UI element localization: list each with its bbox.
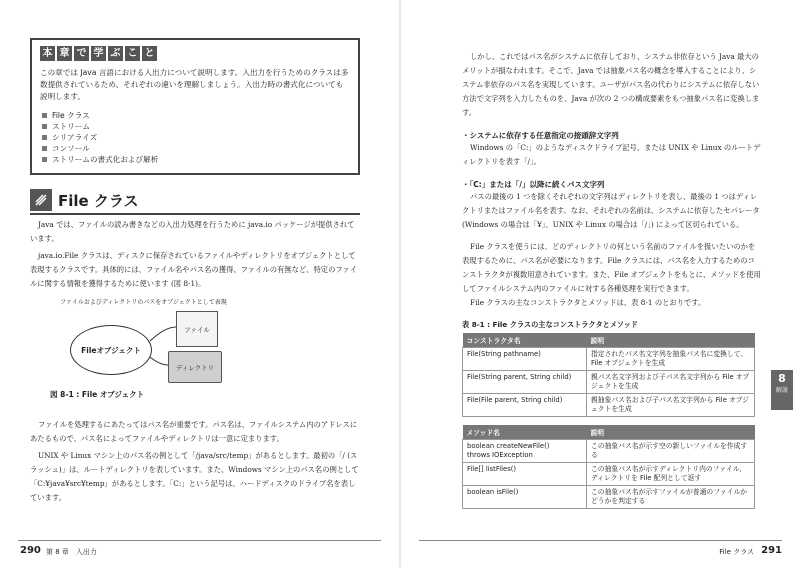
goal-item: ストリーム [40,121,350,132]
gutter [399,0,401,567]
table-cell: この抽象パス名が示すファイルが普通のファイルかどうかを判定する [587,486,755,509]
goal-item: ストリームの書式化および解析 [40,154,350,165]
chapter-side-tab [771,370,793,410]
chapter-goals-description: この章では Java 言語における入出力について説明します。入出力を行うためのクラスは多数提供されているため、それぞれの違いを理解しましょう。入出力時の書式化についても説明します。 [40,68,349,101]
footer-rule [18,540,381,541]
page-number: 290 [20,545,41,556]
chapter-title: 第 8 章 入出力 [46,548,97,556]
constructor-table [462,333,755,417]
body-paragraph: しかし、これではパス名がシステムに依存しており、システム非依存という Java 最大のメリットが損なわれます。そこで、Java では抽象パス名の概念を導入することにより、システム非依存のパス名を実現しています。ユーザがパス名の代わりにシステムに依存しない方法で文字列を入力したものを、Java が次の 2 つの構成要素をもつ抽象パス名に変換します。 [462,52,760,117]
side-tab-number: 8 [778,372,786,385]
file-document-icon: ファイル [176,311,218,347]
section-icon [30,189,52,211]
table-cell: boolean createNewFile() throws IOException [463,440,587,463]
table-row [463,486,755,509]
left-page [30,38,360,505]
method-table [462,425,755,509]
table-header: メソッド名 [463,425,587,440]
subheading: ・「C:」または「/」以降に続くパス文字列 [462,180,605,189]
body-paragraph: Windows の「C:」のようなディスクドライブ記号、または UNIX や Linux のルートディレクトリを表す「/」。 [462,143,761,166]
body-paragraph: java.io.File クラスは、ディスクに保存されているファイルやディレクトリをオブジェクトとして表現するクラスです。具体的には、ファイル名やパス名の獲得、ファイルの有無など、特定のファイルに関する情報を獲得するために使います (図 8-1)。 [30,251,358,288]
chapter-goals-box [30,38,360,175]
table-row [463,371,755,394]
table-header-row [463,333,755,348]
table-row [463,394,755,417]
goal-item: File クラス [40,110,350,121]
goals-title-char: こ [125,46,140,61]
right-page-footer [401,540,800,562]
goals-title-char: 学 [91,46,106,61]
running-head: File クラス [719,548,754,556]
chapter-goals-title [40,46,350,61]
section-heading [30,189,360,215]
goal-item: シリアライズ [40,132,350,143]
file-object-ellipse: Fileオブジェクト [70,325,152,375]
table-header: 説明 [587,425,755,440]
table-cell: File(String parent, String child) [463,371,587,394]
body-paragraph: ファイルを処理するにあたってはパス名が重要です。パス名は、ファイルシステム内のアドレスにあたるもので、パス名によってファイルやディレクトリは一意に定まります。 [30,420,358,443]
figure-title: ファイルおよびディレクトリのパスをオブジェクトとして表現 [60,299,227,306]
goals-title-char: と [142,46,157,61]
right-page [462,50,762,509]
table-caption: 表 8-1 : File クラスの主なコンストラクタとメソッド [462,320,638,329]
figure-caption: 図 8-1 : File オブジェクト [50,390,145,399]
table-cell: File(String pathname) [463,348,587,371]
table-row [463,348,755,371]
table-cell: 指定されたパス名文字列を抽象パス名に変換して、File オブジェクトを生成 [587,348,755,371]
goals-title-char: で [74,46,89,61]
goal-item: コンソール [40,143,350,154]
goals-title-char: 本 [40,46,55,61]
table-header-row [463,425,755,440]
body-paragraph: Java では、ファイルの読み書きなどの入出力処理を行うために java.io パッケージが提供されています。 [30,220,355,243]
table-cell: File[] listFiles() [463,463,587,486]
goals-title-char: ぶ [108,46,123,61]
table-header: コンストラクタ名 [463,333,587,348]
table-cell: File(File parent, String child) [463,394,587,417]
left-page-footer [0,540,399,562]
table-row [463,440,755,463]
figure-8-1 [30,297,360,415]
table-cell: 親パス名文字列および子パス名文字列から File オブジェクトを生成 [587,371,755,394]
table-header: 説明 [587,333,755,348]
body-paragraph: File クラスを使うには、どのディレクトリの何という名前のファイルを扱いたいのかを表現するために、パス名が必要になります。File クラスには、パス名を入力するためのコンストラクタが複数用意されています。また、File オブジェクトをもとに、メソッドを使用してファイルシステム内のファイルに対する各種処理を実行できます。 [462,242,761,293]
footer-rule [419,540,782,541]
table-cell: この抽象パス名が示す空の新しいファイルを作成する [587,440,755,463]
table-cell: 親抽象パス名および子パス名文字列から File オブジェクトを生成 [587,394,755,417]
side-tab-label: 解説 [775,387,788,394]
body-paragraph: UNIX や Linux マシン上のパス名の例として「/java/src/temp」があるとします。最初の「/ (スラッシュ)」は、ルートディレクトリを表しています。また、Windows マシン上のパス名の例として「C:¥java¥src¥temp」があるとします。「C:」という記号は、ハードディスクのドライブ名を表しています。 [30,451,359,502]
body-paragraph: パスの最後の 1 つを除くそれぞれの文字列はディレクトリを表し、最後の 1 つはディレクトリまたはファイル名を表す。なお、それぞれの名前は、システムに依存したセパレータ (Windows の場合は「¥」、UNIX や Linux の場合は「/」) によって区切られている。 [462,192,760,229]
section-title: File クラス [58,191,139,210]
table-cell: boolean isFile() [463,486,587,509]
goals-title-char: 章 [57,46,72,61]
folder-icon: ディレクトリ [168,351,222,383]
body-paragraph: File クラスの主なコンストラクタとメソッドは、表 8-1 のとおりです。 [470,298,706,307]
subheading: ・システムに依存する任意指定の接頭辞文字列 [462,131,619,140]
chapter-goals-list [40,110,350,165]
table-cell: この抽象パス名が示すディレクトリ内のファイル、ディレクトリを File 配列として返す [587,463,755,486]
table-row [463,463,755,486]
page-number: 291 [761,545,782,556]
